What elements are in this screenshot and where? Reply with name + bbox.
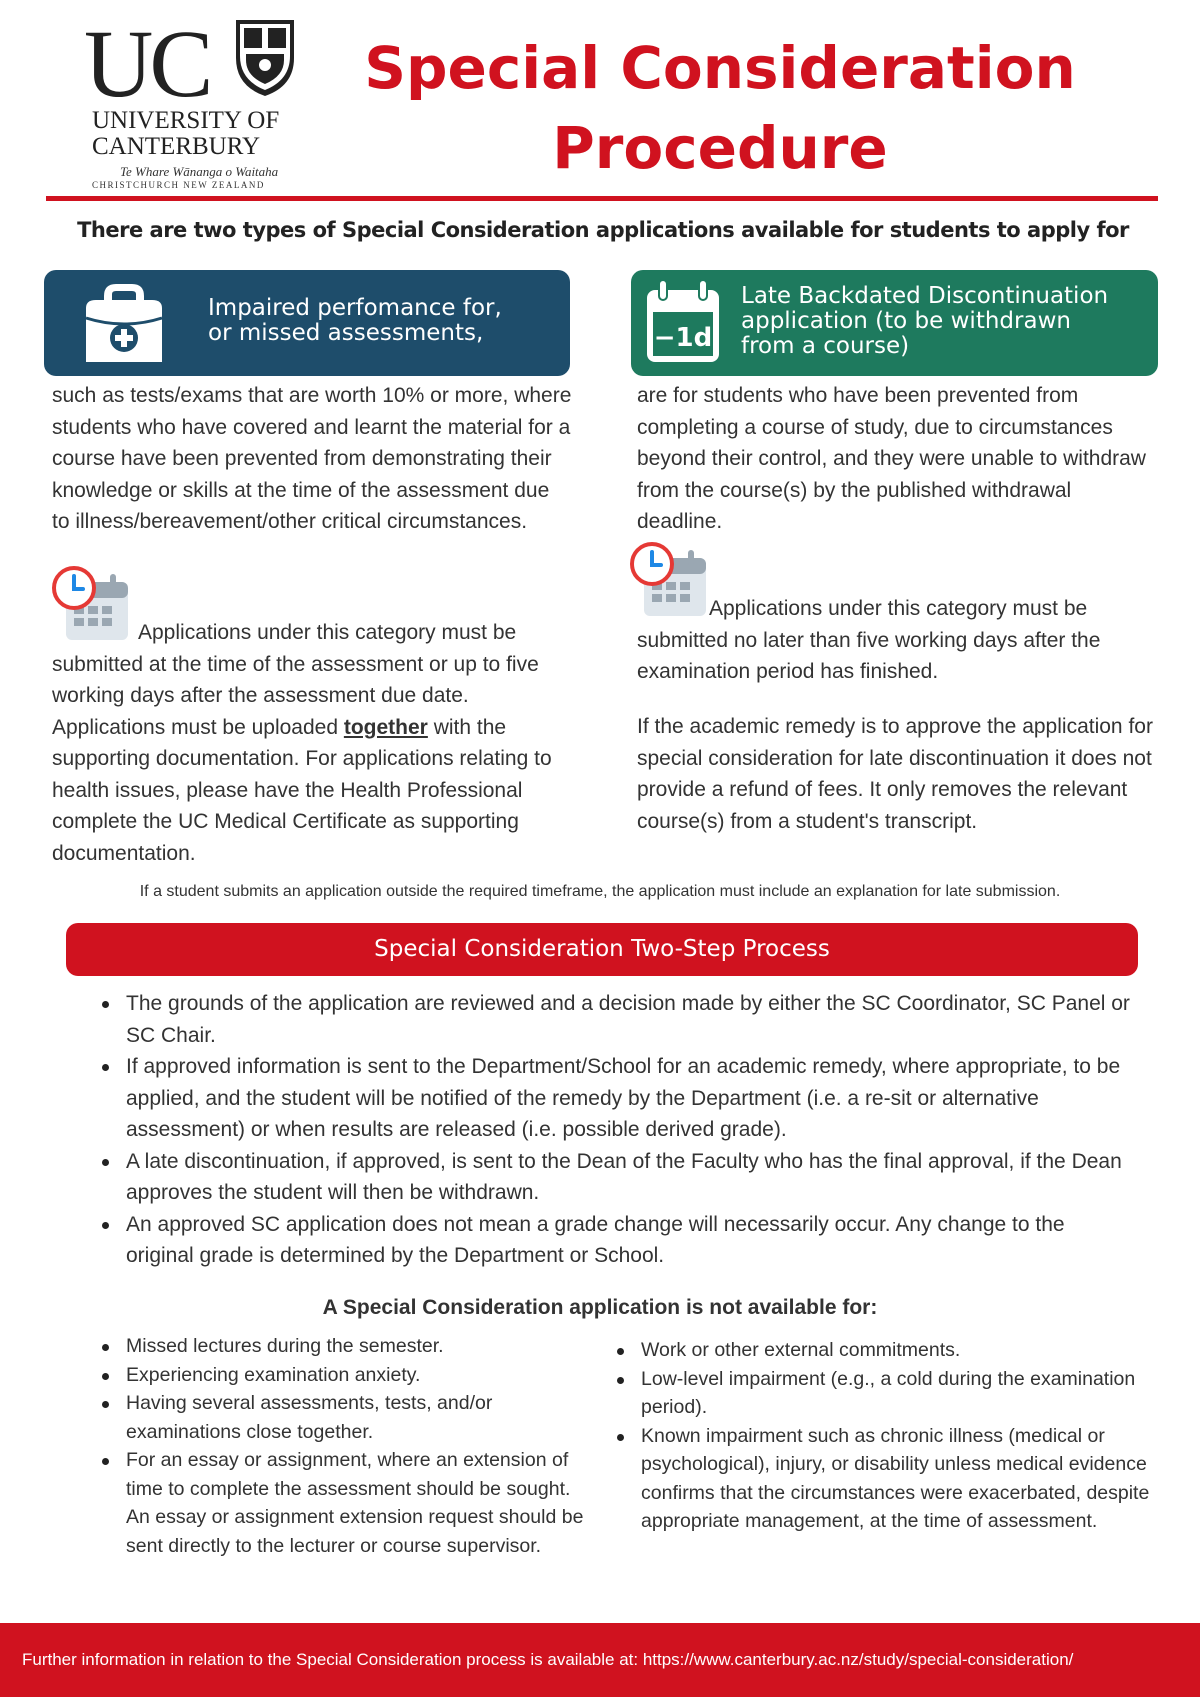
university-logo [84, 10, 304, 190]
process-step: If approved information is sent to the Department/School for an academic remedy, where appropriate, to be applied, and the student will be notified of the remedy by the Department (i.e. a re-sit or alternative assessment) or when results are released (i.e. possible derived grade). [98, 1051, 1138, 1146]
late-description: are for students who have been prevented from completing a course of study, due to circumstances beyond their control, and they were unable to withdraw from the course(s) by the published withdrawal deadline. [637, 384, 1146, 533]
emphasis-together: together [343, 715, 428, 739]
crest-icon [234, 18, 296, 98]
calendar-badge: −1d [653, 323, 713, 353]
title-divider [46, 196, 1158, 201]
process-heading: Special Consideration Two-Step Process [66, 923, 1138, 976]
late-remedy: If the academic remedy is to approve the application for special consideration for late discontinuation it does not provide a refund of fees. It only removes the relevant course(s) from a student's transcript. [637, 715, 1153, 833]
process-step: A late discontinuation, if approved, is sent to the Dean of the Faculty who has the final approval, if the Dean approves the student will then be withdrawn. [98, 1146, 1138, 1209]
logo-location: CHRISTCHURCH NEW ZEALAND [92, 180, 265, 190]
page-title: Special Consideration Procedure [364, 34, 1076, 182]
list-item: Missed lectures during the semester. [98, 1332, 588, 1361]
footer-link-text[interactable]: Further information in relation to the Special Consideration process is available at: https://www.canterbury.ac.nz/study/special-consideration/ [0, 1623, 1200, 1697]
not-available-list-right [613, 1336, 1158, 1536]
impaired-performance-banner [44, 270, 570, 376]
list-item: Having several assessments, tests, and/or examinations close together. [98, 1389, 588, 1446]
impaired-description: such as tests/exams that are worth 10% or more, where students who have covered and learnt the material for a course have been prevented from demonstrating their knowledge or skills at the time of the assessment due to illness/bereavement/other critical circumstances. [52, 384, 572, 533]
list-item: For an essay or assignment, where an extension of time to complete the assessment should be sought. An essay or assignment extension request should be sent directly to the lecturer or course supervisor. [98, 1446, 588, 1560]
logo-initials: UC [84, 10, 210, 117]
not-available-list-left [98, 1332, 588, 1560]
logo-maori-name: Te Whare Wānanga o Waitaha [120, 164, 279, 179]
late-timing: Applications under this category must be submitted no later than five working days after the examination period has finished. [637, 597, 1101, 683]
process-steps [98, 988, 1138, 1272]
intro-heading: There are two types of Special Consideration applications available for students to apply for [77, 218, 1129, 242]
list-item: Work or other external commitments. [613, 1336, 1158, 1365]
late-discontinuation-banner [631, 270, 1158, 376]
list-item: Experiencing examination anxiety. [98, 1361, 588, 1390]
process-step: The grounds of the application are reviewed and a decision made by either the SC Coordinator, SC Panel or SC Chair. [98, 988, 1138, 1051]
medical-kit-icon [74, 278, 174, 370]
impaired-banner-label: Impaired perfomance for, or missed assessments, [208, 295, 502, 346]
process-step: An approved SC application does not mean a grade change will necessarily occur. Any change to the original grade is determined by the Department or School. [98, 1209, 1138, 1272]
late-banner-label: Late Backdated Discontinuation application (to be withdrawn from a course) [741, 283, 1109, 359]
late-submission-note: If a student submits an application outside the required timeframe, the application must include an explanation for late submission. [139, 883, 1061, 900]
impaired-timing: Applications under this category must be submitted at the time of the assessment or up to five working days after the assessment due date. Applications must be uploaded together with the supporting documentation. For applications relating to health issues, please have the Health Professional complete the UC Medical Certificate as supporting documentation. [52, 621, 552, 865]
not-available-heading: A Special Consideration application is not available for: [322, 1296, 878, 1319]
logo-name: UNIVERSITY OF CANTERBURY [92, 107, 280, 160]
list-item: Known impairment such as chronic illness (medical or psychological), injury, or disability unless medical evidence confirms that the circumstances were exacerbated, despite appropriate management, at the time of assessment. [613, 1422, 1158, 1536]
list-item: Low-level impairment (e.g., a cold during the examination period). [613, 1365, 1158, 1422]
calendar-minus-one-day-icon [641, 276, 725, 368]
